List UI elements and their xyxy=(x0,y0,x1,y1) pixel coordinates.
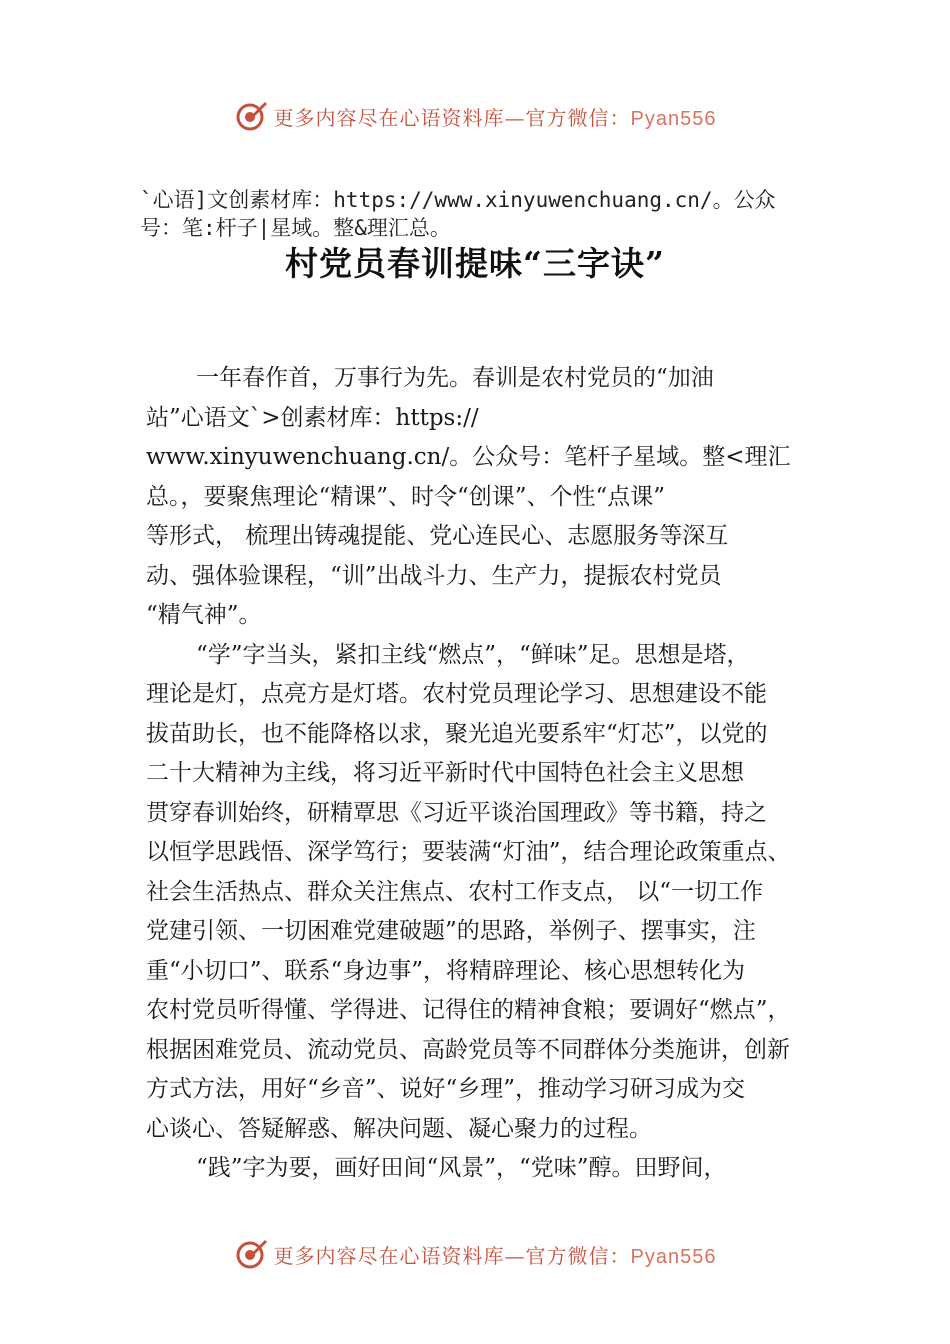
body-line: 理论是灯，点亮方是灯塔。农村党员理论学习、思想建设不能 xyxy=(146,681,767,707)
body-line: “精气神”。 xyxy=(146,602,262,628)
body-line: 站”心语文`>创素材库：https:// xyxy=(146,404,479,431)
source-header-line-1: `心语]文创素材库：https://www.xinyuwenchuang.cn/。公众 xyxy=(140,188,776,212)
source-header-line-2: 号：笔:杆子|星域。整&理汇总。 xyxy=(140,216,451,240)
banner-wechat-id: Pyan556 xyxy=(630,107,717,130)
body-line: 根据困难党员、流动党员、高龄党员等不同群体分类施讲，创新 xyxy=(146,1036,790,1063)
body-line: 农村党员听得懂、学得进、记得住的精神食粮；要调好“燃点”， xyxy=(146,997,791,1023)
body-line: 拔苗助长，也不能降格以求，聚光追光要系牢“灯芯”，以党的 xyxy=(146,720,768,747)
body-line: “学”字当头，紧扣主线“燃点”，“鲜味”足。思想是塔， xyxy=(196,641,750,668)
document-title: 村党员春训提味“三字诀” xyxy=(285,244,665,283)
body-line: 社会生活热点、群众关注焦点、农村工作支点， 以“一切工作 xyxy=(146,878,764,905)
body-line: 一年春作首，万事行为先。春训是农村党员的“加油 xyxy=(196,365,714,391)
quill-pen-logo-icon xyxy=(234,1236,270,1272)
body-line: 动、强体验课程，“训”出战斗力、生产力，提振农村党员 xyxy=(146,562,722,589)
body-line: 方式方法，用好“乡音”、说好“乡理”，推动学习研习成为交 xyxy=(146,1076,746,1102)
bottom-banner xyxy=(0,1234,950,1274)
body-line: 心谈心、答疑解惑、解决问题、凝心聚力的过程。 xyxy=(146,1115,652,1142)
body-line: 二十大精神为主线，将习近平新时代中国特色社会主义思想 xyxy=(146,760,744,786)
body-line: 以恒学思践悟、深学笃行；要装满“灯油”，结合理论政策重点、 xyxy=(146,839,791,865)
body-line: 重“小切口”、联系“身边事”，将精辟理论、核心思想转化为 xyxy=(146,957,746,984)
body-line: “践”字为要，画好田间“风景”，“党味”醇。田野间， xyxy=(196,1155,727,1181)
top-banner xyxy=(0,96,950,136)
banner-text: 更多内容尽在心语资料库—官方微信：Pyan556 xyxy=(273,1243,717,1268)
banner-text: 更多内容尽在心语资料库—官方微信：Pyan556 xyxy=(273,105,717,130)
body-line: 贯穿春训始终，研精覃思《习近平谈治国理政》等书籍，持之 xyxy=(146,799,767,826)
body-line: 总。，要聚焦理论“精课”、时令“创课”、个性“点课” xyxy=(146,483,666,510)
body-line: 党建引领、一切困难党建破题”的思路，举例子、摆事实，注 xyxy=(146,918,756,944)
body-line: 等形式， 梳理出铸魂提能、党心连民心、志愿服务等深互 xyxy=(146,523,729,549)
quill-pen-logo-icon xyxy=(234,98,270,134)
document-body xyxy=(146,359,846,1189)
banner-wechat-id: Pyan556 xyxy=(630,1245,717,1268)
body-line: www.xinyuwenchuang.cn/。公众号：笔杆子星域。整<理汇 xyxy=(146,444,791,470)
